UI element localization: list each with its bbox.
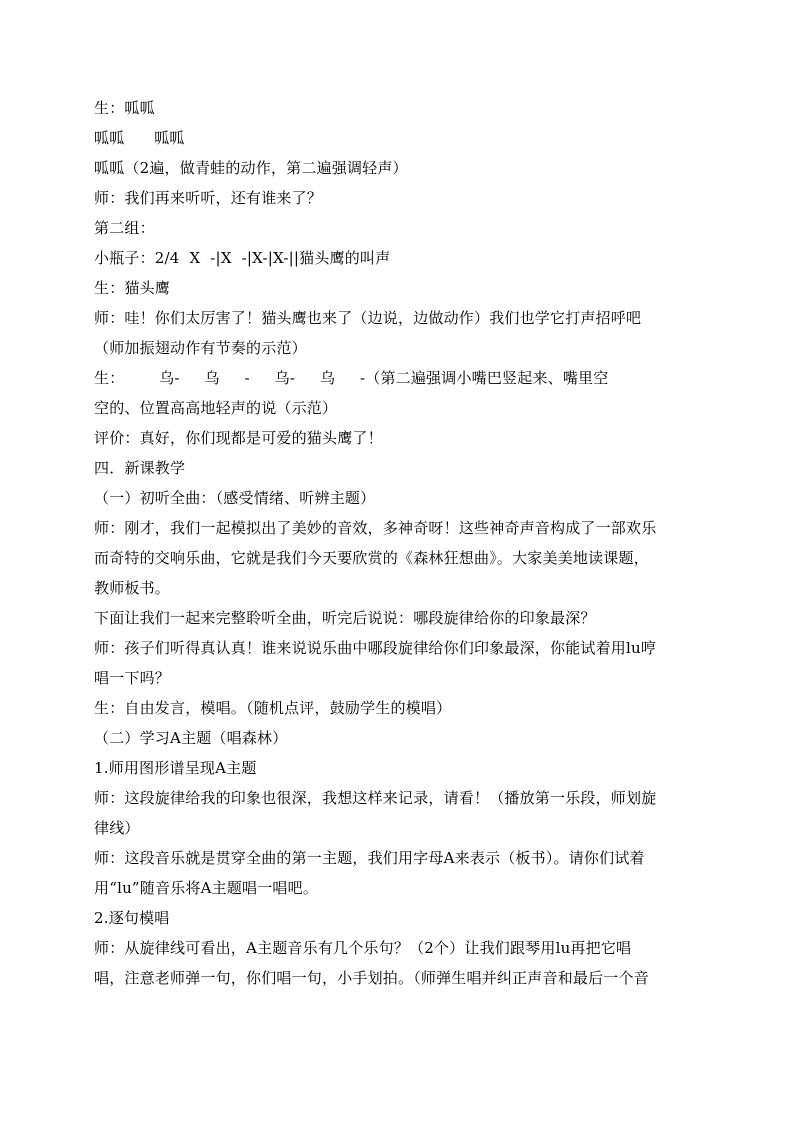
text-line: 第二组： bbox=[94, 219, 155, 237]
text-line: 师：哇！你们太厉害了！猫头鹰也来了（边说，边做动作）我们也学它打声招呼吧 bbox=[94, 309, 642, 327]
text-line: 而奇特的交响乐曲，它就是我们今天要欣赏的《森林狂想曲》。大家美美地读课题， bbox=[94, 549, 649, 567]
numbered-heading: 1.师用图形谱呈现A主题 bbox=[94, 759, 257, 777]
text-line: 师：这段音乐就是贯穿全曲的第一主题，我们用字母A来表示（板书）。请你们试着 bbox=[94, 849, 645, 867]
text-line: 师：从旋律线可看出，A主题音乐有几个乐句？（2个）让我们跟琴用lu再把它唱 bbox=[94, 939, 632, 957]
text-line: 师：这段旋律给我的印象也很深，我想这样来记录，请看！（播放第一乐段，师划旋 bbox=[94, 789, 657, 807]
text-line: 空的、位置高高地轻声的说（示范） bbox=[94, 399, 338, 417]
text-line: 小瓶子：2/4 X -|X -|X-|X-||猫头鹰的叫声 bbox=[94, 249, 391, 267]
subsection-heading: （二）学习A主题（唱森林） bbox=[94, 729, 288, 747]
text-line: （师加振翅动作有节奏的示范） bbox=[94, 339, 307, 357]
text-line: 师：刚才，我们一起模拟出了美妙的音效，多神奇呀！这些神奇声音构成了一部欢乐 bbox=[94, 519, 657, 537]
section-heading: 四．新课教学 bbox=[94, 459, 186, 477]
numbered-heading: 2.逐句模唱 bbox=[94, 909, 170, 927]
text-line: 生：呱呱 bbox=[94, 99, 155, 117]
subsection-heading: （一）初听全曲：（感受情绪、听辨主题） bbox=[94, 489, 376, 507]
text-line: 师：孩子们听得真认真！谁来说说乐曲中哪段旋律给你们印象最深，你能试着用lu哼 bbox=[94, 639, 657, 657]
text-line: 评价：真好，你们现都是可爱的猫头鹰了！ bbox=[94, 429, 383, 447]
text-line: 呱呱 呱呱 bbox=[94, 129, 185, 147]
text-line: 下面让我们一起来完整聆听全曲，听完后说说：哪段旋律给你的印象最深？ bbox=[94, 609, 596, 627]
document-body bbox=[94, 93, 704, 993]
text-line: 师：我们再来听听，还有谁来了？ bbox=[94, 189, 323, 207]
text-line: 律线） bbox=[94, 819, 140, 837]
text-line: 生： 乌- 乌 - 乌- 乌 -（第二遍强调小嘴巴竖起来、嘴里空 bbox=[94, 369, 609, 387]
text-line: 呱呱（2遍，做青蛙的动作，第二遍强调轻声） bbox=[94, 159, 408, 177]
text-line: 生：猫头鹰 bbox=[94, 279, 171, 297]
text-line: 唱，注意老师弹一句，你们唱一句，小手划拍。（师弹生唱并纠正声音和最后一个音 bbox=[94, 969, 649, 987]
text-line: 教师板书。 bbox=[94, 579, 171, 597]
text-line: 唱一下吗？ bbox=[94, 669, 171, 687]
text-line: 用“lu”随音乐将A主题唱一唱吧。 bbox=[94, 879, 319, 897]
text-line: 生：自由发言，模唱。（随机点评，鼓励学生的模唱） bbox=[94, 699, 452, 717]
